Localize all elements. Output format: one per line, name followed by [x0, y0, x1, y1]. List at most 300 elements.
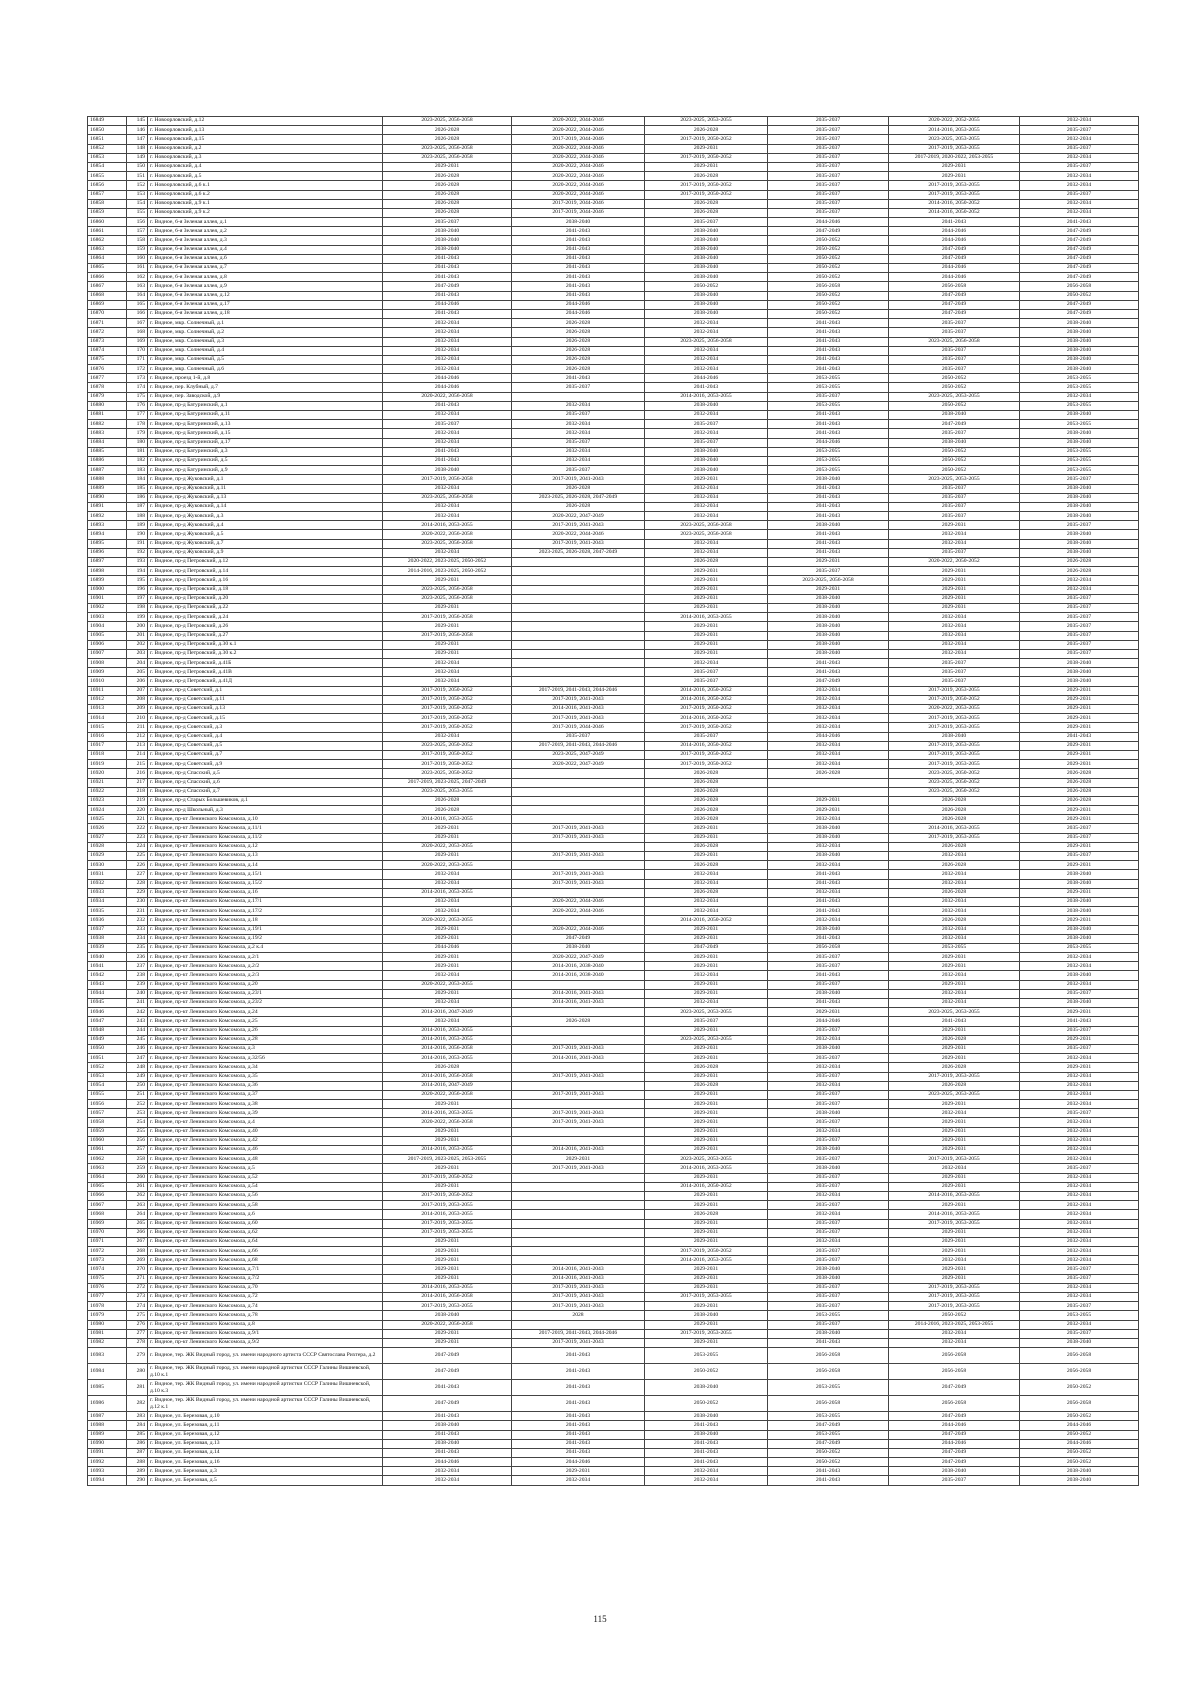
table-row: [88, 1127, 1139, 1136]
table-cell-p4: 2032-2034: [768, 695, 889, 704]
table-cell-p1: 2029-2031: [383, 1247, 512, 1256]
table-cell-p3: 2041-2043: [645, 383, 768, 392]
table-cell-n: 286: [127, 1439, 148, 1448]
table-cell-p1: 2017-2019, 2050-2052: [383, 760, 512, 769]
table-cell-p4: 2038-2040: [768, 1274, 889, 1283]
table-cell-p3: 2035-2037: [645, 438, 768, 447]
table-cell-address: г. Видное, ул. Березовая, д.16: [148, 1458, 383, 1467]
table-cell-p1: 2014-2016, 2053-2055: [383, 815, 512, 824]
table-row: [88, 309, 1139, 318]
table-cell-p4: 2035-2037: [768, 1247, 889, 1256]
table-cell-p3: 2032-2034: [645, 897, 768, 906]
table-cell-p2: [512, 1191, 645, 1200]
table-cell-p1: 2032-2034: [383, 355, 512, 364]
table-cell-p3: 2014-2016, 2050-2052: [645, 741, 768, 750]
table-cell-address: г. Видное, пр-кт Ленинского Комсомола, д.10: [148, 815, 383, 824]
table-cell-p5: 2026-2028: [889, 806, 1020, 815]
table-cell-p2: 2032-2034: [512, 429, 645, 438]
table-cell-p2: 2017-2019, 2041-2043: [512, 1338, 645, 1347]
table-cell-n: 264: [127, 1210, 148, 1219]
table-cell-address: г. Видное, пр-д Петровский, д.18: [148, 585, 383, 594]
table-cell-p5: 2029-2031: [889, 1265, 1020, 1274]
table-cell-p6: 2044-2046: [1020, 1421, 1139, 1430]
table-cell-n: 233: [127, 925, 148, 934]
table-cell-id: 16928: [88, 842, 127, 851]
table-cell-p1: 2041-2043: [383, 291, 512, 300]
table-cell-address: г. Видное, пр-кт Ленинского Комсомола, д.13: [148, 852, 383, 861]
table-cell-n: 232: [127, 916, 148, 925]
table-cell-p2: 2014-2016, 2041-2043: [512, 1265, 645, 1274]
table-cell-address: г. Видное, пр-кт Ленинского Комсомола, д.2/1: [148, 953, 383, 962]
table-row: [88, 649, 1139, 658]
table-cell-p6: 2038-2040: [1020, 530, 1139, 539]
table-cell-p2: [512, 576, 645, 585]
table-row: [88, 1100, 1139, 1109]
table-cell-id: 16887: [88, 466, 127, 475]
table-cell-p5: 2017-2019, 2053-2055: [889, 686, 1020, 695]
table-cell-p3: 2029-2031: [645, 1191, 768, 1200]
table-cell-n: 191: [127, 539, 148, 548]
table-cell-n: 223: [127, 833, 148, 842]
table-cell-address: г. Видное, 6-я Зеленая аллея, д.3: [148, 236, 383, 245]
table-cell-address: г. Новоорловский, д.15: [148, 135, 383, 144]
table-cell-p5: 2032-2034: [889, 1164, 1020, 1173]
table-cell-p3: 2026-2028: [645, 778, 768, 787]
table-cell-p2: 2044-2046: [512, 300, 645, 309]
table-cell-p5: 2029-2031: [889, 1237, 1020, 1246]
table-row: [88, 291, 1139, 300]
table-cell-p6: 2053-2055: [1020, 420, 1139, 429]
table-cell-address: г. Видное, пр-кт Ленинского Комсомола, д.3: [148, 1044, 383, 1053]
table-cell-p4: 2035-2037: [768, 392, 889, 401]
table-cell-p2: 2038-2040: [512, 943, 645, 952]
table-cell-p4: [768, 778, 889, 787]
table-cell-p2: 2020-2022, 2044-2046: [512, 144, 645, 153]
table-cell-p6: 2038-2040: [1020, 346, 1139, 355]
table-cell-p2: 2032-2034: [512, 456, 645, 465]
table-cell-p5: 2017-2019, 2053-2055: [889, 190, 1020, 199]
table-cell-address: г. Видное, пр-кт Ленинского Комсомола, д.17/2: [148, 907, 383, 916]
table-cell-p6: 2056-2058: [1020, 1364, 1139, 1380]
table-cell-n: 225: [127, 852, 148, 861]
table-cell-n: 176: [127, 401, 148, 410]
table-cell-p3: 2026-2028: [645, 1063, 768, 1072]
table-cell-p2: [512, 1035, 645, 1044]
table-cell-p6: 2047-2049: [1020, 300, 1139, 309]
table-row: [88, 870, 1139, 879]
table-cell-p6: 2032-2034: [1020, 576, 1139, 585]
table-cell-n: 231: [127, 907, 148, 916]
table-cell-p3: 2032-2034: [645, 365, 768, 374]
table-cell-p1: 2017-2019, 2050-2052: [383, 750, 512, 759]
table-cell-id: 16927: [88, 833, 127, 842]
table-cell-p4: 2050-2052: [768, 273, 889, 282]
table-row: [88, 1320, 1139, 1329]
table-cell-id: 16914: [88, 714, 127, 723]
table-cell-p4: 2041-2043: [768, 512, 889, 521]
table-cell-p1: 2029-2031: [383, 925, 512, 934]
table-row: [88, 953, 1139, 962]
table-cell-p2: 2020-2022, 2044-2046: [512, 172, 645, 181]
table-cell-p6: 2047-2049: [1020, 273, 1139, 282]
table-cell-p2: 2035-2037: [512, 383, 645, 392]
table-cell-p2: [512, 778, 645, 787]
table-cell-p4: 2026-2028: [768, 769, 889, 778]
table-cell-p1: 2041-2043: [383, 401, 512, 410]
table-cell-n: 193: [127, 558, 148, 567]
table-cell-p3: 2017-2019, 2050-2052: [645, 1247, 768, 1256]
table-cell-address: г. Видное, 6-я Зеленая аллея, д.2: [148, 227, 383, 236]
table-cell-p5: 2023-2025, 2053-2055: [889, 475, 1020, 484]
table-cell-p6: 2038-2040: [1020, 493, 1139, 502]
table-cell-p1: 2017-2019, 2050-2052: [383, 1173, 512, 1182]
table-row: [88, 888, 1139, 897]
table-cell-p4: 2035-2037: [768, 199, 889, 208]
table-cell-p6: 2032-2034: [1020, 1081, 1139, 1090]
table-row: [88, 567, 1139, 576]
table-cell-address: г. Видное, ул. Березовая, д.14: [148, 1448, 383, 1457]
table-cell-n: 215: [127, 760, 148, 769]
table-cell-p4: 2035-2037: [768, 1026, 889, 1035]
table-cell-p1: 2032-2034: [383, 328, 512, 337]
table-cell-p5: 2029-2031: [889, 1274, 1020, 1283]
table-cell-p3: 2029-2031: [645, 585, 768, 594]
table-cell-p4: 2041-2043: [768, 934, 889, 943]
table-row: [88, 181, 1139, 190]
table-cell-p2: [512, 1237, 645, 1246]
table-row: [88, 153, 1139, 162]
table-cell-p2: 2041-2043: [512, 245, 645, 254]
table-cell-p2: [512, 1136, 645, 1145]
table-cell-id: 16906: [88, 640, 127, 649]
table-cell-p1: 2041-2043: [383, 447, 512, 456]
table-cell-p6: 2032-2034: [1020, 1256, 1139, 1265]
table-cell-address: г. Видное, тер. ЖК Видный город, ул. имени народной артистки СССР Галины Вишневской, д.10 к.1: [148, 1364, 383, 1380]
table-cell-n: 216: [127, 769, 148, 778]
table-cell-n: 183: [127, 466, 148, 475]
table-row: [88, 705, 1139, 714]
table-cell-address: г. Видное, 6-я Зеленая аллея, д.9: [148, 282, 383, 291]
table-cell-address: г. Видное, пр-кт Ленинского Комсомола, д.64: [148, 1237, 383, 1246]
table-cell-p4: 2041-2043: [768, 548, 889, 557]
table-cell-n: 156: [127, 218, 148, 227]
table-cell-p6: 2035-2037: [1020, 622, 1139, 631]
table-cell-p2: 2017-2019, 2041-2043, 2044-2046: [512, 686, 645, 695]
table-cell-p3: 2032-2034: [645, 539, 768, 548]
table-cell-p2: [512, 649, 645, 658]
table-cell-p1: 2041-2043: [383, 254, 512, 263]
table-row: [88, 1380, 1139, 1396]
table-cell-p5: 2020-2022, 2050-2052: [889, 558, 1020, 567]
table-cell-p3: 2032-2034: [645, 484, 768, 493]
table-cell-p4: 2041-2043: [768, 1467, 889, 1476]
table-cell-p4: 2056-2058: [768, 943, 889, 952]
table-cell-n: 288: [127, 1458, 148, 1467]
table-cell-p4: 2053-2055: [768, 456, 889, 465]
table-cell-n: 229: [127, 888, 148, 897]
table-cell-p6: 2032-2034: [1020, 962, 1139, 971]
table-cell-n: 188: [127, 512, 148, 521]
table-cell-p6: 2029-2031: [1020, 842, 1139, 851]
table-cell-p5: 2017-2019, 2053-2055: [889, 1072, 1020, 1081]
table-cell-p3: 2041-2043: [645, 1439, 768, 1448]
table-cell-p1: 2014-2016, 2053-2055: [383, 1109, 512, 1118]
table-cell-n: 203: [127, 649, 148, 658]
table-cell-p1: 2047-2049: [383, 1348, 512, 1364]
table-cell-p1: 2041-2043: [383, 1430, 512, 1439]
table-cell-p3: 2035-2037: [645, 668, 768, 677]
table-cell-address: г. Новоорловский, д.6 к.1: [148, 181, 383, 190]
table-cell-address: г. Видное, пр-кт Ленинского Комсомола, д.46: [148, 1146, 383, 1155]
table-cell-p3: 2023-2025, 2056-2058: [645, 530, 768, 539]
table-cell-p6: 2047-2049: [1020, 227, 1139, 236]
table-cell-p4: 2035-2037: [768, 208, 889, 217]
table-cell-p5: 2032-2034: [889, 622, 1020, 631]
table-cell-p3: 2029-2031: [645, 649, 768, 658]
table-cell-p2: [512, 796, 645, 805]
table-cell-p4: 2047-2049: [768, 1421, 889, 1430]
table-cell-n: 163: [127, 282, 148, 291]
table-cell-p4: 2029-2031: [768, 796, 889, 805]
table-cell-p4: 2053-2055: [768, 383, 889, 392]
table-cell-address: г. Видное, пр-д Батуринский, д.1: [148, 401, 383, 410]
table-cell-p4: 2035-2037: [768, 1182, 889, 1191]
table-cell-p1: 2023-2025, 2056-2058: [383, 493, 512, 502]
table-cell-id: 16944: [88, 989, 127, 998]
table-cell-p3: 2041-2043: [645, 1421, 768, 1430]
table-cell-id: 16891: [88, 502, 127, 511]
table-cell-p2: 2017-2019, 2041-2043: [512, 1090, 645, 1099]
table-cell-p3: 2029-2031: [645, 1338, 768, 1347]
table-cell-p3: 2050-2052: [645, 1364, 768, 1380]
table-cell-n: 180: [127, 438, 148, 447]
table-cell-id: 16868: [88, 291, 127, 300]
table-cell-p4: 2029-2031: [768, 1008, 889, 1017]
table-cell-n: 276: [127, 1320, 148, 1329]
table-row: [88, 447, 1139, 456]
table-cell-address: г. Видное, пр-д Петровский, д.22: [148, 603, 383, 612]
table-cell-p4: 2050-2052: [768, 264, 889, 273]
table-cell-p3: 2029-2031: [645, 833, 768, 842]
table-cell-id: 16937: [88, 925, 127, 934]
table-cell-n: 205: [127, 668, 148, 677]
table-cell-p3: 2038-2040: [645, 227, 768, 236]
table-cell-p2: 2041-2043: [512, 1439, 645, 1448]
table-cell-p3: 2029-2031: [645, 1136, 768, 1145]
table-cell-p6: 2026-2028: [1020, 778, 1139, 787]
table-cell-p5: 2017-2019, 2053-2055: [889, 741, 1020, 750]
table-cell-p4: 2053-2055: [768, 466, 889, 475]
table-cell-id: 16977: [88, 1293, 127, 1302]
table-cell-p5: 2029-2031: [889, 162, 1020, 171]
table-cell-p5: 2050-2052: [889, 466, 1020, 475]
table-cell-address: г. Видное, мкр. Солнечный, д.3: [148, 337, 383, 346]
table-cell-p2: [512, 1182, 645, 1191]
table-row: [88, 273, 1139, 282]
table-cell-p1: 2023-2025, 2050-2052: [383, 769, 512, 778]
table-row: [88, 374, 1139, 383]
table-cell-p2: 2020-2022, 2044-2046: [512, 925, 645, 934]
table-cell-p4: 2047-2049: [768, 227, 889, 236]
table-cell-n: 290: [127, 1476, 148, 1485]
table-cell-p2: 2017-2019, 2041-2043: [512, 1044, 645, 1053]
table-cell-p6: 2035-2037: [1020, 613, 1139, 622]
table-cell-id: 16941: [88, 962, 127, 971]
table-cell-p6: 2029-2031: [1020, 750, 1139, 759]
table-cell-p3: 2029-2031: [645, 622, 768, 631]
table-cell-id: 16865: [88, 264, 127, 273]
table-row: [88, 971, 1139, 980]
table-cell-p6: 2053-2055: [1020, 383, 1139, 392]
table-cell-p4: 2041-2043: [768, 1476, 889, 1485]
table-cell-p3: 2035-2037: [645, 1017, 768, 1026]
table-cell-p5: 2041-2043: [889, 1017, 1020, 1026]
table-cell-id: 16939: [88, 943, 127, 952]
table-cell-p5: 2032-2034: [889, 999, 1020, 1008]
table-cell-p6: 2041-2043: [1020, 732, 1139, 741]
table-cell-address: г. Видное, пр-кт Ленинского Комсомола, д.6: [148, 1210, 383, 1219]
table-cell-id: 16982: [88, 1338, 127, 1347]
table-cell-p4: 2035-2037: [768, 190, 889, 199]
table-cell-p1: 2017-2019, 2050-2052: [383, 686, 512, 695]
table-cell-p6: 2047-2049: [1020, 264, 1139, 273]
table-cell-p1: 2017-2019, 2053-2055: [383, 1228, 512, 1237]
table-cell-p4: 2038-2040: [768, 622, 889, 631]
table-cell-p4: 2032-2034: [768, 1127, 889, 1136]
table-cell-address: г. Видное, ул. Березовая, д.13: [148, 1439, 383, 1448]
table-cell-p1: 2029-2031: [383, 1274, 512, 1283]
table-cell-p4: 2044-2046: [768, 438, 889, 447]
table-cell-p2: [512, 677, 645, 686]
table-cell-p4: 2053-2055: [768, 1430, 889, 1439]
table-cell-p3: 2038-2040: [645, 456, 768, 465]
table-cell-p4: 2035-2037: [768, 1090, 889, 1099]
table-cell-p5: 2032-2034: [889, 852, 1020, 861]
table-row: [88, 1412, 1139, 1421]
table-cell-id: 16864: [88, 254, 127, 263]
table-cell-p2: 2032-2034: [512, 1476, 645, 1485]
table-cell-p4: 2041-2043: [768, 668, 889, 677]
table-cell-address: г. Видное, пр-кт Ленинского Комсомола, д.60: [148, 1219, 383, 1228]
table-cell-p6: 2032-2034: [1020, 1136, 1139, 1145]
table-cell-p1: 2041-2043: [383, 1380, 512, 1396]
table-cell-p5: 2032-2034: [889, 649, 1020, 658]
table-cell-p6: 2050-2052: [1020, 1458, 1139, 1467]
table-cell-address: г. Видное, 6-я Зеленая аллея, д.17: [148, 300, 383, 309]
table-cell-p3: 2032-2034: [645, 411, 768, 420]
table-cell-p1: 2014-2016, 2023-2025, 2050-2052: [383, 567, 512, 576]
table-cell-p1: 2032-2034: [383, 1017, 512, 1026]
table-cell-p6: 2038-2040: [1020, 668, 1139, 677]
table-cell-p1: 2014-2016, 2053-2055: [383, 1054, 512, 1063]
table-cell-p2: 2020-2022, 2044-2046: [512, 907, 645, 916]
table-cell-p3: 2029-2031: [645, 1118, 768, 1127]
table-cell-p3: 2038-2040: [645, 264, 768, 273]
table-cell-p3: 2023-2025, 2053-2055: [645, 1035, 768, 1044]
table-cell-address: г. Видное, ул. Березовая, д.12: [148, 1430, 383, 1439]
table-row: [88, 117, 1139, 126]
table-cell-n: 256: [127, 1136, 148, 1145]
table-cell-p3: 2029-2031: [645, 953, 768, 962]
table-cell-p2: 2017-2019, 2041-2043: [512, 1283, 645, 1292]
table-row: [88, 594, 1139, 603]
table-cell-p6: 2035-2037: [1020, 1044, 1139, 1053]
table-row: [88, 1109, 1139, 1118]
table-cell-p5: 2032-2034: [889, 925, 1020, 934]
table-cell-p5: 2023-2025, 2050-2052: [889, 769, 1020, 778]
table-cell-n: 234: [127, 934, 148, 943]
table-cell-p2: 2023-2025, 2026-2028, 2047-2049: [512, 493, 645, 502]
table-cell-p1: 2029-2031: [383, 989, 512, 998]
table-cell-p6: 2038-2040: [1020, 539, 1139, 548]
table-cell-p4: 2041-2043: [768, 897, 889, 906]
table-cell-p1: 2029-2031: [383, 1338, 512, 1347]
table-cell-p2: 2020-2022, 2044-2046: [512, 530, 645, 539]
table-cell-n: 189: [127, 521, 148, 530]
table-cell-p3: 2014-2016, 2050-2052: [645, 1182, 768, 1191]
table-cell-n: 210: [127, 714, 148, 723]
table-row: [88, 199, 1139, 208]
table-cell-p1: 2017-2019, 2023-2025, 2047-2049: [383, 778, 512, 787]
table-cell-p5: 2014-2016, 2023-2025, 2053-2055: [889, 1320, 1020, 1329]
table-cell-p6: 2032-2034: [1020, 980, 1139, 989]
table-cell-n: 246: [127, 1044, 148, 1053]
table-cell-p2: 2044-2046: [512, 1458, 645, 1467]
table-cell-p1: 2032-2034: [383, 438, 512, 447]
table-cell-p2: 2029-2031: [512, 1155, 645, 1164]
table-cell-p5: 2026-2028: [889, 888, 1020, 897]
table-cell-p5: 2026-2028: [889, 861, 1020, 870]
table-cell-p5: 2017-2019, 2053-2055: [889, 144, 1020, 153]
table-cell-p6: 2038-2040: [1020, 999, 1139, 1008]
table-cell-p5: 2032-2034: [889, 870, 1020, 879]
table-cell-address: г. Видное, пр-кт Ленинского Комсомола, д.72: [148, 1293, 383, 1302]
table-row: [88, 319, 1139, 328]
table-cell-p3: 2038-2040: [645, 1430, 768, 1439]
table-cell-p6: 2056-2058: [1020, 1396, 1139, 1412]
table-cell-p4: 2041-2043: [768, 907, 889, 916]
table-row: [88, 172, 1139, 181]
table-cell-id: 16966: [88, 1191, 127, 1200]
table-cell-id: 16947: [88, 1017, 127, 1026]
table-cell-p2: 2041-2043: [512, 254, 645, 263]
table-cell-p3: 2041-2043: [645, 1458, 768, 1467]
table-cell-address: г. Видное, пр-д Петровский, д.26: [148, 622, 383, 631]
table-cell-p2: [512, 558, 645, 567]
table-row: [88, 576, 1139, 585]
table-row: [88, 1338, 1139, 1347]
table-cell-p5: 2032-2034: [889, 640, 1020, 649]
table-cell-p6: 2038-2040: [1020, 897, 1139, 906]
table-cell-p2: 2020-2022, 2044-2046: [512, 162, 645, 171]
table-cell-p3: 2029-2031: [645, 1173, 768, 1182]
table-cell-p5: 2032-2034: [889, 1329, 1020, 1338]
table-cell-p2: 2017-2019, 2044-2046: [512, 199, 645, 208]
table-row: [88, 475, 1139, 484]
table-cell-id: 16881: [88, 411, 127, 420]
table-cell-p6: 2032-2034: [1020, 1100, 1139, 1109]
table-cell-id: 16950: [88, 1044, 127, 1053]
table-cell-n: 206: [127, 677, 148, 686]
table-cell-p1: 2014-2016, 2053-2055: [383, 1035, 512, 1044]
table-cell-p5: 2038-2040: [889, 438, 1020, 447]
table-cell-p1: 2029-2031: [383, 622, 512, 631]
table-cell-p3: 2038-2040: [645, 466, 768, 475]
table-cell-p1: 2029-2031: [383, 1136, 512, 1145]
table-cell-address: г. Видное, пр-д Советский, д.1: [148, 686, 383, 695]
table-cell-n: 207: [127, 686, 148, 695]
table-row: [88, 852, 1139, 861]
